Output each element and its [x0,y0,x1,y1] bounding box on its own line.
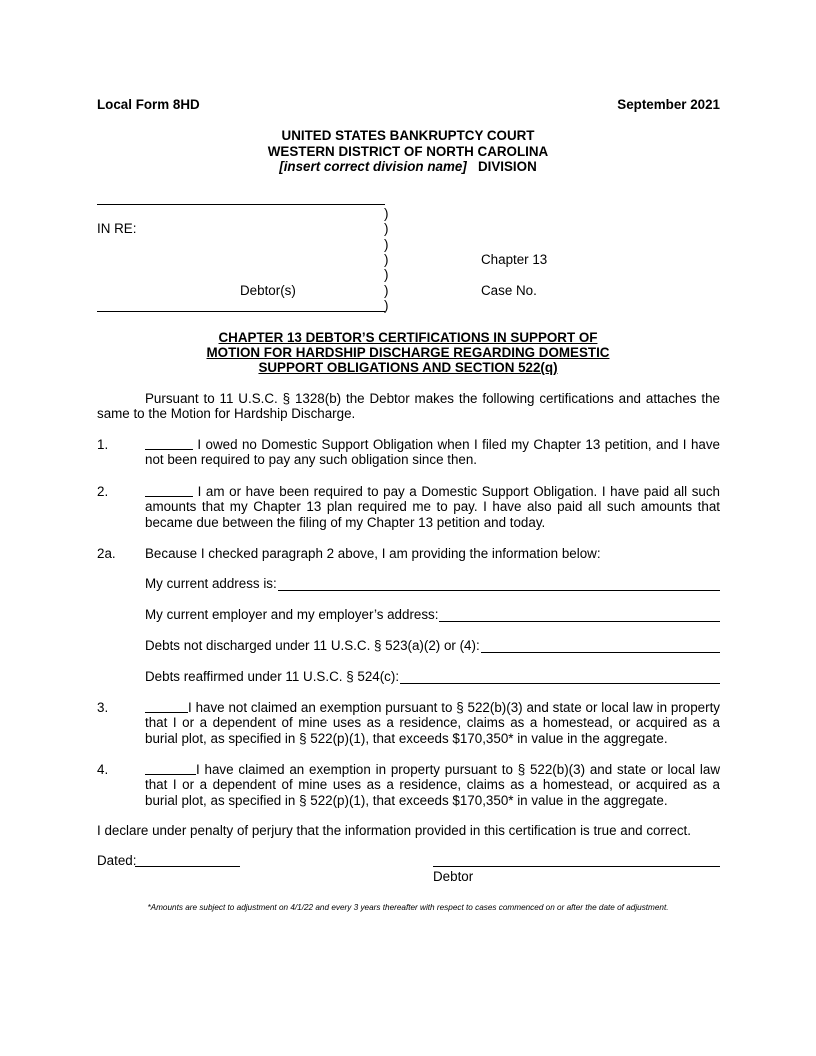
caption-paren-3: ) [384,237,389,252]
item-2a-number: 2a. [97,546,116,561]
item-4-text: I have claimed an exemption in property pursuant to § 522(b)(3) and state or local law that I or a dependent of mine uses as a residence, claims as a homestead, or acquired as a burial plot, as specified in § 522(p)(1), that exceeds $170,350* in value in the aggregate. [145,762,720,808]
caption-paren-1: ) [384,206,389,221]
item-3 [145,700,720,746]
division-placeholder: [insert correct division name] [279,159,467,174]
item-1-checkbox-blank[interactable] [145,437,193,450]
doc-title-line-2: MOTION FOR HARDSHIP DISCHARGE REGARDING DOMESTIC [206,345,610,360]
doc-title-line-1: CHAPTER 13 DEBTOR’S CERTIFICATIONS IN SUPPORT OF [218,330,598,345]
doc-title-line-3: SUPPORT OBLIGATIONS AND SECTION 522(q) [258,360,558,375]
caption-top-rule [97,204,385,205]
case-no-label: Case No. [481,283,537,298]
debtors-label: Debtor(s) [240,283,296,298]
item-1 [145,437,720,468]
item-3-checkbox-blank[interactable] [145,700,188,713]
item-2-number: 2. [97,484,109,499]
caption-paren-2: ) [384,221,389,236]
caption-paren-5: ) [384,267,389,282]
debts-not-discharged-input-line[interactable] [481,639,720,653]
division-label: DIVISION [477,159,537,174]
item-4-checkbox-blank[interactable] [145,762,196,775]
declaration: I declare under penalty of perjury that the information provided in this certification is true and correct. [97,823,691,838]
item-3-text: I have not claimed an exemption pursuant to § 522(b)(3) and state or local law in property that I or a dependent of mine uses as a residence, claims as a homestead, or acquired as a burial plot, as specified in § 522(p)(1), that exceeds $170,350* in value in the aggregate. [145,700,720,746]
employer-input-line[interactable] [439,608,720,622]
in-re-label: IN RE: [97,221,137,236]
chapter-label: Chapter 13 [481,252,548,267]
debts-not-discharged-label: Debts not discharged under 11 U.S.C. § 523(a)(2) or (4): [145,638,480,653]
item-4 [145,762,720,808]
debts-reaffirmed-input-line[interactable] [400,670,720,684]
footnote: *Amounts are subject to adjustment on 4/1/22 and every 3 years thereafter with respect to cases commenced on or after the date of adjustment. [147,903,669,912]
court-line-2: WESTERN DISTRICT OF NORTH CAROLINA [267,144,549,159]
employer-label: My current employer and my employer’s address: [145,607,439,622]
item-2-text: I am or have been required to pay a Domestic Support Obligation. I have paid all such amounts that my Chapter 13 plan required me to pay. I have also paid all such amounts that became due between the filing of my Chapter 13 petition and today. [145,484,720,530]
intro-paragraph: Pursuant to 11 U.S.C. § 1328(b) the Debtor makes the following certifications and attaches the same to the Motion for Hardship Discharge. [97,391,720,422]
item-2a-text: Because I checked paragraph 2 above, I am providing the information below: [145,546,601,561]
dated-label: Dated: [97,853,137,868]
address-field [145,576,720,591]
item-3-number: 3. [97,700,109,715]
address-label: My current address is: [145,576,277,591]
item-1-number: 1. [97,437,109,452]
address-input-line[interactable] [278,577,720,591]
caption-paren-6: ) [384,283,389,298]
caption-paren-4: ) [384,252,389,267]
court-division [0,159,816,174]
debtor-signature-line[interactable] [433,866,720,867]
debts-reaffirmed-label: Debts reaffirmed under 11 U.S.C. § 524(c): [145,669,400,684]
caption-paren-7: ) [384,298,389,313]
item-1-text: I owed no Domestic Support Obligation when I filed my Chapter 13 petition, and I have not been required to pay any such obligation since then. [145,437,720,468]
debtor-signature-label: Debtor [433,869,474,884]
item-2 [145,484,720,530]
employer-field [145,607,720,622]
item-2-checkbox-blank[interactable] [145,484,193,497]
debts-reaffirmed-field [145,669,720,684]
court-line-1: UNITED STATES BANKRUPTCY COURT [281,128,535,143]
form-date: September 2021 [617,97,720,112]
dated-input-line[interactable] [135,866,240,867]
item-4-number: 4. [97,762,109,777]
form-id: Local Form 8HD [97,97,200,112]
caption-bottom-rule [97,311,385,312]
debts-not-discharged-field [145,638,720,653]
